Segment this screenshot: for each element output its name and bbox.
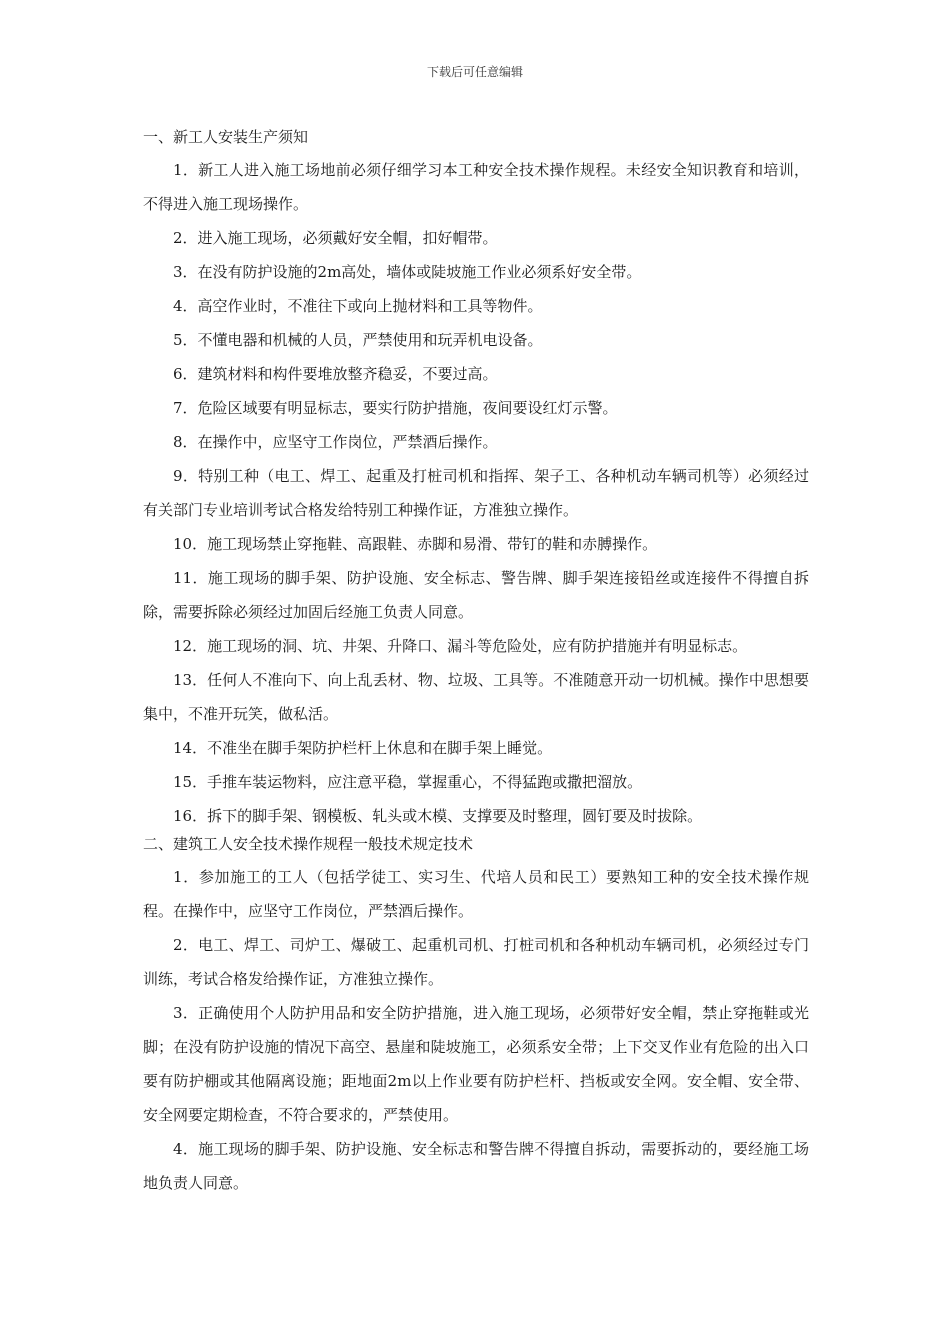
rule-item: 10．施工现场禁止穿拖鞋、高跟鞋、赤脚和易滑、带钉的鞋和赤膊操作。 (173, 535, 658, 553)
page-header: 下载后可任意编辑 (426, 65, 523, 79)
rule-item: 13．任何人不准向下、向上乱丢材、物、垃圾、工具等。不准随意开动一切机械。操作中思想要集中，不准开玩笑，做私活。 (143, 671, 809, 723)
rule-item: 9．特别工种（电工、焊工、起重及打桩司机和指挥、架子工、各种机动车辆司机等）必须经过有关部门专业培训考试合格发给特别工种操作证，方准独立操作。 (143, 467, 809, 519)
section-heading-1: 一、新工人安装生产须知 (143, 128, 309, 146)
rule-item: 2．进入施工现场，必须戴好安全帽，扣好帽带。 (173, 229, 498, 247)
rule-item: 4．施工现场的脚手架、防护设施、安全标志和警告牌不得擅自拆动，需要拆动的，要经施工场地负责人同意。 (143, 1140, 809, 1192)
rule-item: 3．正确使用个人防护用品和安全防护措施，进入施工现场，必须带好安全帽，禁止穿拖鞋或光脚；在没有防护设施的情况下高空、悬崖和陡坡施工，必须系安全带；上下交叉作业有危险的出入口要有防护棚或其他隔离设施；距地面2m以上作业要有防护栏杆、挡板或安全网。安全帽、安全带、安全网要定期检查，不符合要求的，严禁使用。 (143, 1004, 809, 1124)
rule-item: 8．在操作中，应坚守工作岗位，严禁酒后操作。 (173, 433, 498, 451)
document-body (143, 126, 809, 1200)
rule-item: 14．不准坐在脚手架防护栏杆上休息和在脚手架上睡觉。 (173, 739, 553, 757)
rule-item: 2．电工、焊工、司炉工、爆破工、起重机司机、打桩司机和各种机动车辆司机，必须经过专门训练，考试合格发给操作证，方准独立操作。 (143, 936, 809, 988)
rule-item: 3．在没有防护设施的2m高处，墙体或陡坡施工作业必须系好安全带。 (173, 263, 642, 281)
rule-item: 1．参加施工的工人（包括学徒工、实习生、代培人员和民工）要熟知工种的安全技术操作规程。在操作中，应坚守工作岗位，严禁酒后操作。 (143, 868, 809, 920)
rule-item: 16．拆下的脚手架、钢模板、轧头或木模、支撑要及时整理，圆钉要及时拔除。 (173, 807, 703, 825)
rule-item: 12．施工现场的洞、坑、井架、升降口、漏斗等危险处，应有防护措施并有明显标志。 (173, 637, 748, 655)
rule-item: 7．危险区域要有明显标志，要实行防护措施，夜间要设红灯示警。 (173, 399, 618, 417)
rule-item: 15．手推车装运物料，应注意平稳，掌握重心，不得猛跑或撒把溜放。 (173, 773, 643, 791)
rule-item: 5．不懂电器和机械的人员，严禁使用和玩弄机电设备。 (173, 331, 543, 349)
section-heading-2: 二、建筑工人安全技术操作规程一般技术规定技术 (143, 835, 474, 853)
rule-item: 4．高空作业时，不准往下或向上抛材料和工具等物件。 (173, 297, 543, 315)
rule-item: 1．新工人进入施工场地前必须仔细学习本工种安全技术操作规程。未经安全知识教育和培训，不得进入施工现场操作。 (143, 161, 809, 213)
rule-item: 11．施工现场的脚手架、防护设施、安全标志、警告牌、脚手架连接铅丝或连接件不得擅自拆除，需要拆除必须经过加固后经施工负责人同意。 (143, 569, 809, 621)
rule-item: 6．建筑材料和构件要堆放整齐稳妥，不要过高。 (173, 365, 498, 383)
